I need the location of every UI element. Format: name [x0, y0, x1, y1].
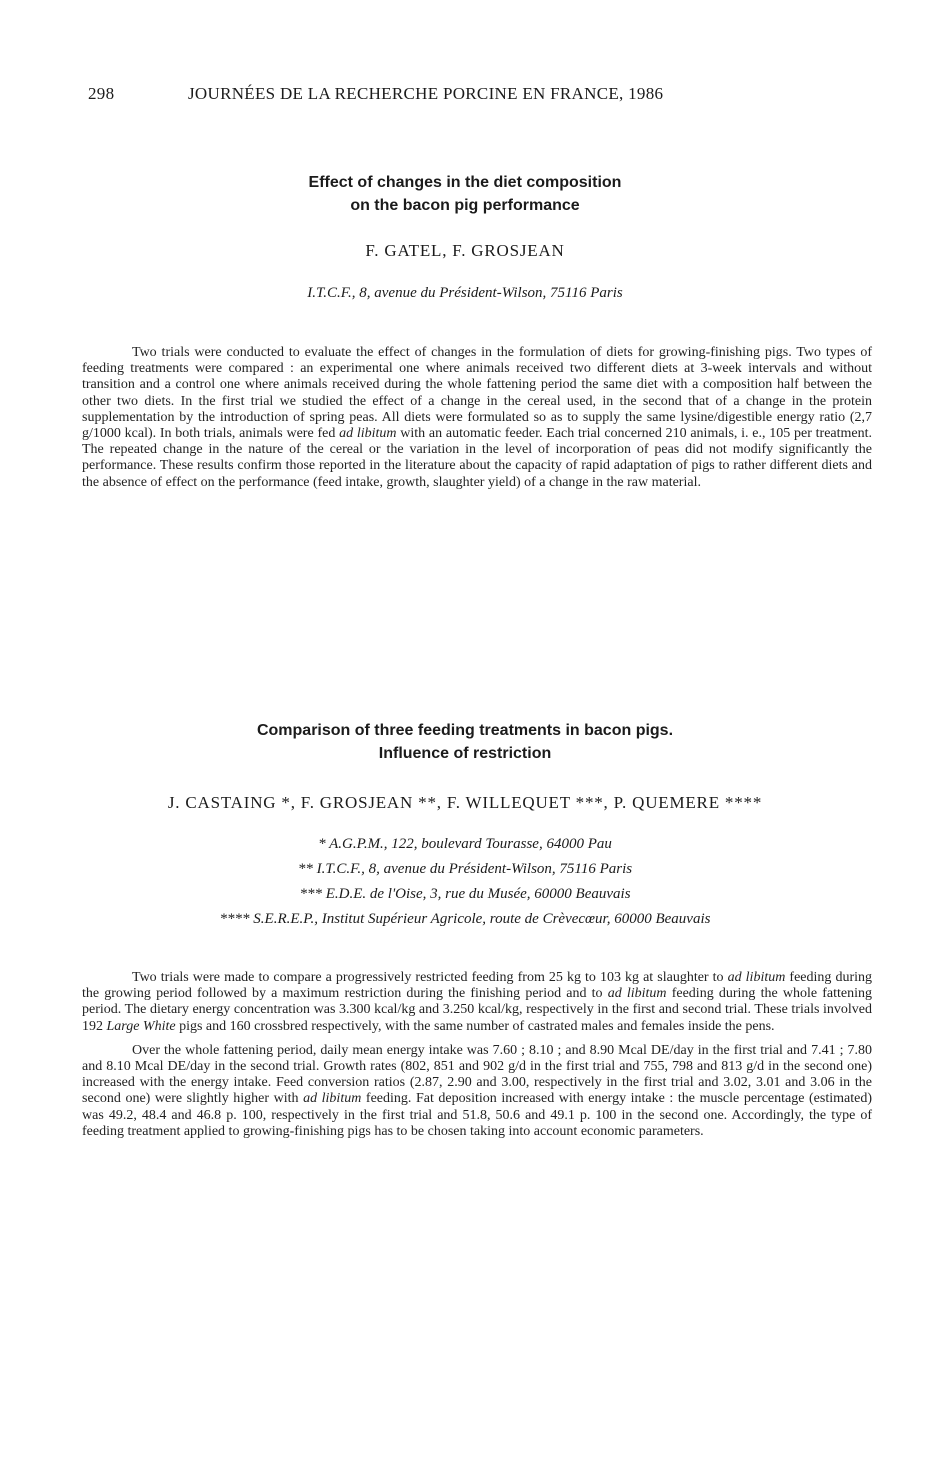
article2-affiliation-2: ** I.T.C.F., 8, avenue du Président-Wilson, 75116 Paris [297, 861, 633, 877]
italic-term: ad libitum [727, 970, 786, 985]
article1-title-line1: Effect of changes in the diet composition [308, 174, 622, 191]
article2-title-line2: Influence of restriction [378, 745, 552, 762]
article2-authors: J. CASTAING *, F. GROSJEAN **, F. WILLEQUET ***, P. QUEMERE **** [167, 793, 763, 812]
article2-title-line1: Comparison of three feeding treatments in bacon pigs. [256, 722, 674, 739]
italic-term: ad libitum [339, 426, 397, 442]
article2-affiliation-1: * A.G.P.M., 122, boulevard Tourasse, 64000 Pau [318, 836, 612, 852]
article1-abstract-paragraph [82, 345, 872, 491]
article1-title [0, 171, 930, 217]
text-run: with an automatic feeder. Each trial concerned 210 animals, i. e., 105 per treatment. The repeated change in the nature of the cereal or the variation in the level of incorporation of peas did not modify significantly the performance. These results confirm those reported in the literature about the capacity of rapid adaptation of pigs to rather different diets and the absence of effect on the performance (feed intake, growth, slaughter yield) of a change in the raw material. [82, 426, 872, 490]
article2-affiliations [0, 832, 930, 932]
text-run: Two trials were made to compare a progressively restricted feeding from 25 kg to 103 kg at slaughter to [132, 970, 728, 985]
italic-term: Large White [106, 1018, 176, 1034]
text-run: feeding. Fat deposition increased with energy intake : the muscle percentage (estimated) was 49.2, 48.4 and 46.8 p. 100, respectively in the first trial and 51.8, 50.6 and 49.1 p. 100 in the second one. Accordingly, the type of feeding treatment applied to growing-finishing pigs has to be chosen taking into account economic parameters. [82, 1091, 872, 1139]
italic-term: ad libitum [303, 1091, 362, 1107]
italic-term: ad libitum [607, 986, 667, 1002]
journal-title: JOURNÉES DE LA RECHERCHE PORCINE EN FRANCE, 1986 [188, 84, 664, 103]
article2-title [0, 719, 930, 765]
page-number: 298 [88, 84, 115, 103]
article1-affiliation [0, 281, 930, 306]
article2-abstract-paragraph-1 [82, 970, 872, 1035]
article2-abstract [82, 970, 872, 1140]
running-head [88, 84, 866, 110]
article1-authors: F. GATEL, F. GROSJEAN [365, 241, 565, 260]
text-run: pigs and 160 crossbred respectively, with the same number of castrated males and females inside the pens. [175, 1018, 775, 1034]
article1-abstract [82, 345, 872, 491]
text-run: Two trials were conducted to evaluate the effect of changes in the formulation of diets for growing-finishing pigs. Two types of feeding treatments were compared : an experimental one where animals received two different diets at 3-week intervals and without transition and a control one where animals received during the whole fattening period the same diet with a composition half between the other two diets. In the first trial we studied the effect of a change in the cereal used, in the second that of a change in the protein supplementation by the introduction of spring peas. All diets were formulated so as to supply the same lysine/digestible energy ratio (2,7 g/1000 kcal). In both trials, animals were fed [82, 345, 872, 442]
article2-affiliation-4: **** S.E.R.E.P., Institut Supérieur Agricole, route de Crèvecœur, 60000 Beauvais [219, 911, 711, 927]
article2-abstract-paragraph-2 [82, 1043, 872, 1140]
article1-affiliation-line: I.T.C.F., 8, avenue du Président-Wilson, 75116 Paris [307, 285, 623, 301]
article1-title-line2: on the bacon pig performance [350, 197, 580, 214]
article2-affiliation-3: *** E.D.E. de l'Oise, 3, rue du Musée, 60000 Beauvais [299, 886, 631, 902]
text-run: feeding during the whole fattening period. The dietary energy concentration was 3.300 kcal/kg and 3.250 kcal/kg, respectively in the first and second trial. These trials involved 192 [82, 986, 872, 1034]
text-run: feeding during the growing period followed by a maximum restriction during the finishing period and to [82, 970, 873, 1002]
text-run: Over the whole fattening period, daily mean energy intake was 7.60 ; 8.10 ; and 8.90 Mcal DE/day in the first trial and 7.41 ; 7.80 and 8.10 Mcal DE/day in the second trial. Growth rates (802, 851 and 902 g/d in the first trial and 755, 798 and 813 g/d in the second one) increased with the energy intake. Feed conversion ratios (2.87, 2.90 and 3.00, respectively in the first trial and 3.02, 3.01 and 3.06 in the second one) were slightly higher with [82, 1042, 872, 1107]
